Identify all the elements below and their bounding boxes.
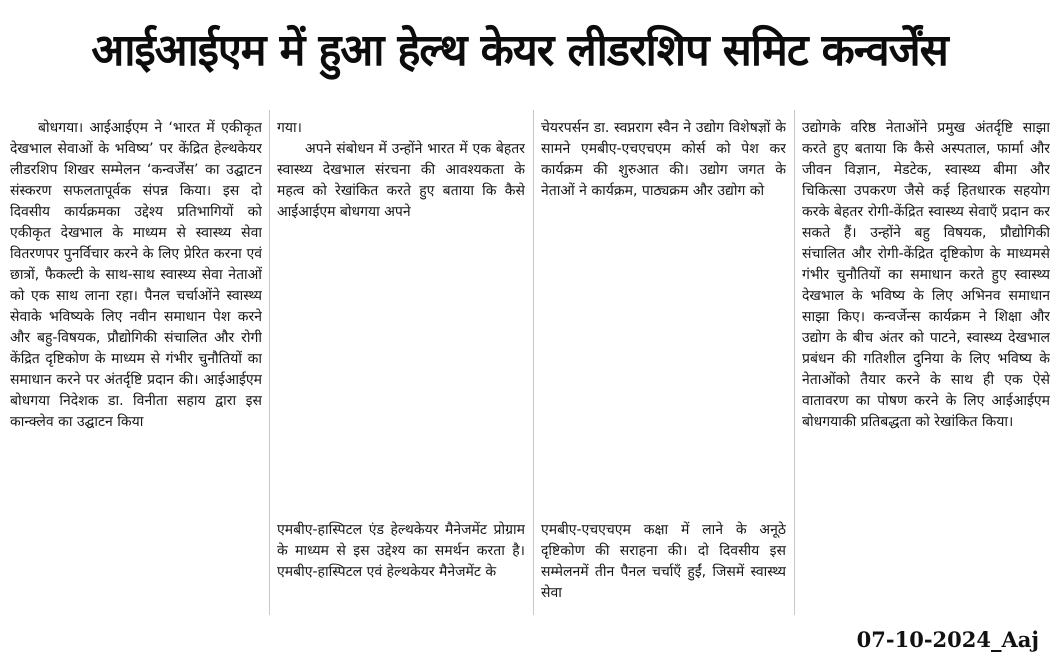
column-divider (269, 110, 270, 615)
article-column-4: उद्योगके वरिष्ठ नेताओंने प्रमुख अंतर्दृष्टि साझा करते हुए बताया कि कैसे अस्पताल, फार्मा और जीवन विज्ञान, मेडटेक, स्वास्थ्य बीमा और चिकित्सा उपकरण जैसे कई हितधारक सहयोग करके बेहतर रोगी-केंद्रित स्वास्थ्य सेवाएँ प्रदान कर सकते हैं। उन्होंने बहु विषयक, प्रौद्योगिकी संचालित और रोगी-केंद्रित दृष्टिकोण के माध्यमसे गंभीर चुनौतियों का समाधान करते हुए स्वास्थ्य देखभाल के भविष्य के लिए अभिनव समाधान साझा किए। कन्वर्जेन्स कार्यक्रम ने शिक्षा और उद्योग के बीच अंतर को पाटने, स्वास्थ्य देखभाल प्रबंधन की गतिशील दुनिया के लिए भविष्य के नेताओंको तैयार करने के साथ ही एक ऐसे वातावरण का पोषण करने के लिए आईआईएम बोधगयाकी प्रतिबद्धता को रेखांकित किया। (802, 120, 1050, 430)
article-column-1: बोधगया। आईआईएम ने ‘भारत में एकीकृत देखभाल सेवाओं के भविष्य’ पर केंद्रित हेल्थकेयर लीडरशिप शिखर सम्मेलन ‘कन्वर्जेंस’ का उद्घाटन संस्करण सफलतापूर्वक संपन्न किया। इस दो दिवसीय कार्यक्रमका उद्देश्य प्रतिभागियों को एकीकृत देखभाल के माध्यम से स्वास्थ्य सेवा वितरणपर पुनर्विचार करने के लिए प्रेरित करना एवं छात्रों, फैकल्टी के साथ-साथ स्वास्थ्य सेवा नेताओं को एक साथ लाना रहा। पैनल चर्चाओंने स्वास्थ्य सेवाके भविष्यके लिए नवीन समाधान पेश करने और बहु-विषयक, प्रौद्योगिकी संचालित और रोगी केंद्रित दृष्टिकोण के माध्यम से गंभीर चुनौतियों का समाधान करने पर अंतर्दृष्टि प्रदान की। आईआईएम बोधगया निदेशक डा. विनीता सहाय द्वारा इस कान्क्लेव का उद्घाटन किया (10, 120, 262, 430)
article-column-2-top (277, 118, 525, 258)
column-divider (794, 110, 795, 615)
article-column-3-top: चेयरपर्सन डा. स्वप्नराग स्वैन ने उद्योग विशेषज्ञों के सामने एमबीए-एचएचएम कोर्स को पेश कर कार्यक्रम की शुरुआत की। उद्योग जगत के नेताओं ने कार्यक्रम, पाठ्यक्रम और उद्योग को (541, 120, 786, 199)
column-2-continuation: गया। (277, 120, 302, 136)
article-column-2-bottom: एमबीए-हास्पिटल एंड हेल्थकेयर मैनेजमेंट प्रोग्राम के माध्यम से इस उद्देश्य का समर्थन करता है। एमबीए-हास्पिटल एवं हेल्थकेयर मैनेजमेंट के (277, 522, 525, 580)
headline: आईआईएम में हुआ हेल्थ केयर लीडरशिप समिट कन्वर्जेंस (91, 25, 948, 76)
column-2-paragraph: अपने संबोधन में उन्होंने भारत में एक बेहतर स्वास्थ्य देखभाल संरचना की आवश्यकता के महत्व को रेखांकित करते हुए बताया कि कैसे आईआईएम बोधगया अपने (277, 141, 525, 220)
dateline: 07-10-2024_Aaj (856, 627, 1039, 652)
column-divider (533, 110, 534, 615)
article-column-3-bottom: एमबीए-एचएचएम कक्षा में लाने के अनूठे दृष्टिकोण की सराहना की। दो दिवसीय इस सम्मेलनमें तीन पैनल चर्चाएँ हुईं, जिसमें स्वास्थ्य सेवा (541, 522, 786, 601)
